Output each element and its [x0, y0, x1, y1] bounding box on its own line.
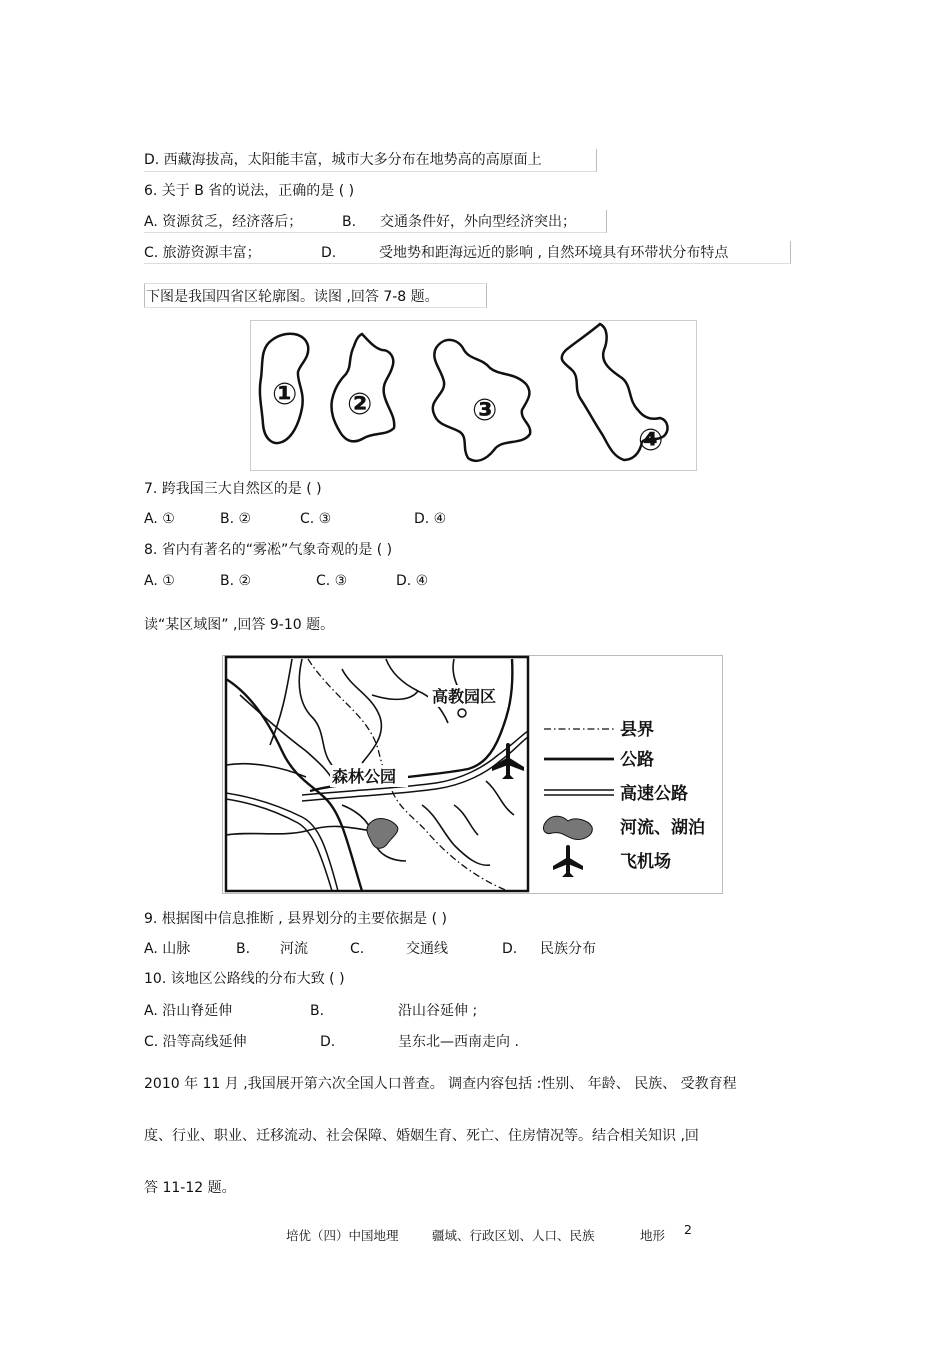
province-outline-map	[250, 320, 698, 472]
q8-stem: 8. 省内有著名的“雾凇”气象奇观的是 ( )	[144, 542, 393, 558]
q7-option-d: D. ④	[414, 511, 447, 527]
legend-road: 公路	[620, 750, 654, 770]
legend-county-boundary: 县界	[620, 720, 654, 740]
q7-option-b: B. ②	[220, 511, 252, 527]
q10-option-b-letter: B.	[310, 1003, 325, 1019]
q8-option-a: A. ①	[144, 573, 175, 589]
q5-option-d: D. 西藏海拔高，太阳能丰富，城市大多分布在地势高的高原面上	[144, 152, 542, 168]
label-forest-park: 森林公园	[332, 767, 397, 786]
census-paragraph-line-2: 度、行业、职业、迁移流动、社会保障、婚姻生育、死亡、住房情况等。结合相关知识 ,回	[144, 1128, 699, 1144]
footer-middle: 疆域、行政区划、人口、民族	[432, 1228, 595, 1243]
footer-left: 培优（四）中国地理	[286, 1228, 399, 1243]
q9-options	[144, 940, 614, 960]
q7-option-a: A. ①	[144, 511, 175, 527]
q8-option-d: D. ④	[396, 573, 429, 589]
q10-option-d-letter: D.	[320, 1034, 336, 1050]
q6-ab-frame	[144, 210, 607, 233]
legend-expressway: 高速公路	[620, 784, 688, 804]
q6-option-a: A. 资源贫乏，经济落后；	[144, 214, 303, 230]
q9-option-c: 交通线	[406, 941, 448, 957]
province-1-label: ①	[272, 377, 298, 412]
province-2-label: ②	[347, 387, 373, 422]
q7-options	[144, 510, 464, 530]
census-paragraph-line-3: 答 11-12 题。	[144, 1180, 236, 1196]
intro-q9-10: 读“某区域图” ,回答 9-10 题。	[144, 617, 335, 633]
q8-options	[144, 572, 464, 592]
q6-option-d: 受地势和距海远近的影响 , 自然环境具有环带状分布特点	[379, 245, 729, 261]
q10-options-cd	[144, 1033, 564, 1053]
q9-option-b-letter: B.	[236, 941, 251, 957]
q9-option-b: 河流	[280, 941, 308, 957]
q8-option-c: C. ③	[316, 573, 348, 589]
q10-option-c: C. 沿等高线延伸	[144, 1034, 247, 1050]
label-college: 高教园区	[432, 687, 497, 706]
q9-option-a: A. 山脉	[144, 941, 191, 957]
q9-option-c-letter: C.	[350, 941, 365, 957]
q6-option-b: 交通条件好，外向型经济突出；	[380, 214, 576, 230]
q9-option-d-letter: D.	[502, 941, 518, 957]
q10-option-a: A. 沿山脊延伸	[144, 1003, 233, 1019]
q6-option-b-letter: B.	[342, 214, 357, 230]
intro-q7-8: 下图是我国四省区轮廓图。读图 ,回答 7-8 题。	[146, 289, 439, 305]
province-4-label: ④	[638, 423, 664, 458]
q10-options-ab	[144, 1002, 544, 1022]
legend-airport: 飞机场	[620, 852, 671, 872]
region-map	[222, 655, 724, 895]
q7-stem: 7. 跨我国三大自然区的是 ( )	[144, 481, 322, 497]
college-marker	[458, 709, 466, 717]
q6-cd-frame	[144, 241, 791, 264]
q6-option-c: C. 旅游资源丰富；	[144, 245, 261, 261]
page-number: 2	[684, 1222, 692, 1237]
q8-option-b: B. ②	[220, 573, 252, 589]
q10-option-b: 沿山谷延伸 ;	[398, 1003, 478, 1019]
q6-option-d-letter: D.	[321, 245, 337, 261]
q10-option-d: 呈东北—西南走向 .	[398, 1034, 519, 1050]
province-3-label: ③	[472, 393, 498, 428]
q6-stem: 6. 关于 B 省的说法，正确的是 ( )	[144, 183, 355, 199]
q10-stem: 10. 该地区公路线的分布大致 ( )	[144, 971, 345, 987]
footer-right: 地形	[640, 1228, 666, 1243]
q9-stem: 9. 根据图中信息推断 , 县界划分的主要依据是 ( )	[144, 911, 447, 927]
legend-river-lake: 河流、湖泊	[620, 818, 705, 838]
q7-option-c: C. ③	[300, 511, 332, 527]
q9-option-d: 民族分布	[540, 941, 596, 957]
census-paragraph-line-1: 2010 年 11 月 ,我国展开第六次全国人口普查。 调查内容包括 :性别、 年龄、 民族、 受教育程	[144, 1076, 737, 1092]
intro-q7-8-frame-right	[144, 283, 487, 308]
q5-option-d-frame	[144, 149, 597, 172]
